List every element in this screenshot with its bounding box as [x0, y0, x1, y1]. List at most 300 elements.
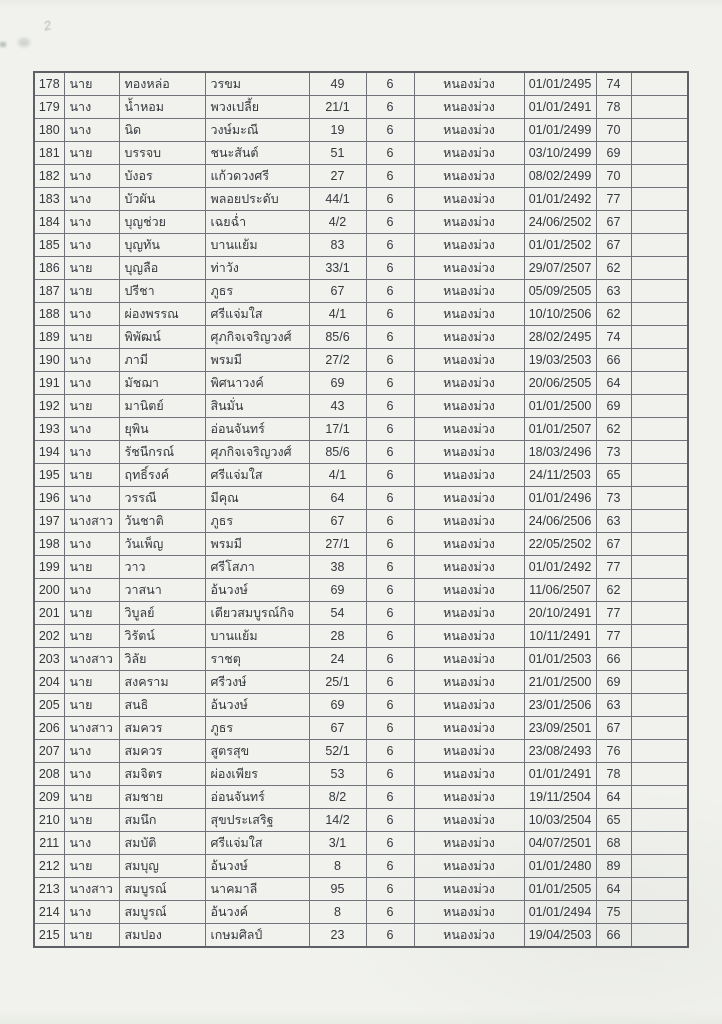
cell-subdistrict: หนองม่วง: [414, 441, 524, 464]
table-row: [34, 326, 688, 349]
cell-village-number: 6: [366, 671, 414, 694]
cell-row-number: 194: [34, 441, 64, 464]
table-row: [34, 855, 688, 878]
cell-birth-date: 01/01/2496: [524, 487, 596, 510]
cell-birth-date: 01/01/2495: [524, 72, 596, 96]
cell-subdistrict: หนองม่วง: [414, 533, 524, 556]
cell-house-number: 27: [309, 165, 366, 188]
cell-birth-date: 01/01/2507: [524, 418, 596, 441]
cell-title: นาง: [64, 234, 119, 257]
cell-blank: [631, 878, 688, 901]
cell-subdistrict: หนองม่วง: [414, 809, 524, 832]
cell-birth-date: 22/05/2502: [524, 533, 596, 556]
cell-birth-date: 29/07/2507: [524, 257, 596, 280]
cell-subdistrict: หนองม่วง: [414, 372, 524, 395]
cell-first-name: วิบูลย์: [119, 602, 205, 625]
cell-title: นาย: [64, 72, 119, 96]
cell-first-name: สมจิตร: [119, 763, 205, 786]
table-row: [34, 671, 688, 694]
cell-birth-date: 01/01/2492: [524, 556, 596, 579]
cell-last-name: สูตรสุข: [205, 740, 309, 763]
cell-title: นาย: [64, 602, 119, 625]
cell-house-number: 85/6: [309, 326, 366, 349]
cell-last-name: ศรีแจ่มใส: [205, 464, 309, 487]
cell-row-number: 202: [34, 625, 64, 648]
cell-last-name: สินมั่น: [205, 395, 309, 418]
cell-title: นาง: [64, 188, 119, 211]
cell-first-name: บุญช่วย: [119, 211, 205, 234]
cell-title: นาย: [64, 924, 119, 948]
cell-house-number: 51: [309, 142, 366, 165]
cell-title: นาง: [64, 165, 119, 188]
cell-subdistrict: หนองม่วง: [414, 878, 524, 901]
cell-row-number: 192: [34, 395, 64, 418]
cell-birth-date: 01/01/2502: [524, 234, 596, 257]
cell-village-number: 6: [366, 510, 414, 533]
cell-village-number: 6: [366, 878, 414, 901]
cell-first-name: สมปอง: [119, 924, 205, 948]
cell-first-name: วิรัตน์: [119, 625, 205, 648]
cell-subdistrict: หนองม่วง: [414, 487, 524, 510]
table-row: [34, 602, 688, 625]
cell-birth-date: 23/09/2501: [524, 717, 596, 740]
cell-blank: [631, 648, 688, 671]
cell-village-number: 6: [366, 648, 414, 671]
cell-village-number: 6: [366, 234, 414, 257]
cell-house-number: 52/1: [309, 740, 366, 763]
cell-age: 62: [596, 418, 631, 441]
cell-row-number: 208: [34, 763, 64, 786]
cell-last-name: ภูธร: [205, 280, 309, 303]
cell-birth-date: 28/02/2495: [524, 326, 596, 349]
cell-house-number: 4/1: [309, 464, 366, 487]
table-row: [34, 648, 688, 671]
cell-row-number: 214: [34, 901, 64, 924]
cell-blank: [631, 464, 688, 487]
cell-last-name: พรมมี: [205, 349, 309, 372]
cell-age: 73: [596, 441, 631, 464]
cell-first-name: สนธิ: [119, 694, 205, 717]
cell-age: 74: [596, 72, 631, 96]
table-row: [34, 832, 688, 855]
cell-last-name: อ้นวงษ์: [205, 694, 309, 717]
cell-row-number: 184: [34, 211, 64, 234]
cell-age: 89: [596, 855, 631, 878]
cell-village-number: 6: [366, 855, 414, 878]
cell-last-name: เกษมศิลป์: [205, 924, 309, 948]
cell-subdistrict: หนองม่วง: [414, 72, 524, 96]
cell-first-name: วาว: [119, 556, 205, 579]
table-row: [34, 395, 688, 418]
table-row: [34, 96, 688, 119]
cell-house-number: 4/2: [309, 211, 366, 234]
cell-last-name: ราชตุ: [205, 648, 309, 671]
cell-last-name: ศรีโสภา: [205, 556, 309, 579]
cell-age: 77: [596, 556, 631, 579]
cell-blank: [631, 625, 688, 648]
cell-house-number: 24: [309, 648, 366, 671]
cell-birth-date: 01/01/2480: [524, 855, 596, 878]
cell-subdistrict: หนองม่วง: [414, 786, 524, 809]
cell-row-number: 211: [34, 832, 64, 855]
table-row: [34, 487, 688, 510]
cell-row-number: 209: [34, 786, 64, 809]
cell-row-number: 198: [34, 533, 64, 556]
cell-village-number: 6: [366, 740, 414, 763]
table-row: [34, 72, 688, 96]
cell-first-name: นิด: [119, 119, 205, 142]
cell-blank: [631, 924, 688, 948]
cell-village-number: 6: [366, 211, 414, 234]
cell-last-name: ศุภกิจเจริญวงศ์: [205, 326, 309, 349]
cell-subdistrict: หนองม่วง: [414, 579, 524, 602]
cell-blank: [631, 487, 688, 510]
cell-house-number: 3/1: [309, 832, 366, 855]
cell-age: 69: [596, 142, 631, 165]
cell-title: นาย: [64, 326, 119, 349]
cell-blank: [631, 119, 688, 142]
cell-village-number: 6: [366, 395, 414, 418]
cell-row-number: 187: [34, 280, 64, 303]
people-table-body: [34, 72, 688, 947]
cell-title: นาง: [64, 441, 119, 464]
cell-house-number: 85/6: [309, 441, 366, 464]
cell-village-number: 6: [366, 165, 414, 188]
cell-blank: [631, 510, 688, 533]
cell-first-name: วันชาติ: [119, 510, 205, 533]
cell-title: นาง: [64, 901, 119, 924]
cell-last-name: ศรีแจ่มใส: [205, 303, 309, 326]
cell-subdistrict: หนองม่วง: [414, 303, 524, 326]
cell-age: 69: [596, 395, 631, 418]
table-row: [34, 809, 688, 832]
cell-birth-date: 01/01/2500: [524, 395, 596, 418]
cell-age: 63: [596, 280, 631, 303]
cell-subdistrict: หนองม่วง: [414, 901, 524, 924]
cell-blank: [631, 602, 688, 625]
cell-title: นาย: [64, 395, 119, 418]
cell-village-number: 6: [366, 464, 414, 487]
cell-birth-date: 23/01/2506: [524, 694, 596, 717]
cell-birth-date: 19/04/2503: [524, 924, 596, 948]
cell-row-number: 185: [34, 234, 64, 257]
cell-subdistrict: หนองม่วง: [414, 119, 524, 142]
cell-last-name: พลอยประดับ: [205, 188, 309, 211]
table-row: [34, 556, 688, 579]
cell-first-name: สมควร: [119, 717, 205, 740]
cell-row-number: 215: [34, 924, 64, 948]
cell-blank: [631, 809, 688, 832]
cell-first-name: ยุพิน: [119, 418, 205, 441]
cell-house-number: 19: [309, 119, 366, 142]
cell-birth-date: 18/03/2496: [524, 441, 596, 464]
cell-first-name: สมควร: [119, 740, 205, 763]
cell-title: นาย: [64, 464, 119, 487]
cell-row-number: 213: [34, 878, 64, 901]
cell-birth-date: 24/06/2502: [524, 211, 596, 234]
cell-last-name: พิศนาวงค์: [205, 372, 309, 395]
table-row: [34, 763, 688, 786]
cell-title: นาง: [64, 487, 119, 510]
cell-last-name: พรมมี: [205, 533, 309, 556]
cell-subdistrict: หนองม่วง: [414, 671, 524, 694]
cell-row-number: 195: [34, 464, 64, 487]
cell-age: 73: [596, 487, 631, 510]
table-row: [34, 257, 688, 280]
cell-first-name: รัชนีกรณ์: [119, 441, 205, 464]
cell-row-number: 191: [34, 372, 64, 395]
cell-last-name: พวงเปลี้ย: [205, 96, 309, 119]
cell-house-number: 95: [309, 878, 366, 901]
cell-age: 74: [596, 326, 631, 349]
cell-village-number: 6: [366, 441, 414, 464]
cell-title: นาง: [64, 740, 119, 763]
cell-birth-date: 20/06/2505: [524, 372, 596, 395]
cell-subdistrict: หนองม่วง: [414, 740, 524, 763]
cell-title: นาง: [64, 119, 119, 142]
cell-age: 64: [596, 878, 631, 901]
cell-subdistrict: หนองม่วง: [414, 349, 524, 372]
cell-village-number: 6: [366, 832, 414, 855]
table-row: [34, 372, 688, 395]
cell-blank: [631, 717, 688, 740]
cell-village-number: 6: [366, 188, 414, 211]
cell-age: 62: [596, 579, 631, 602]
cell-birth-date: 01/01/2491: [524, 763, 596, 786]
cell-village-number: 6: [366, 533, 414, 556]
table-row: [34, 510, 688, 533]
cell-house-number: 17/1: [309, 418, 366, 441]
cell-age: 75: [596, 901, 631, 924]
cell-blank: [631, 740, 688, 763]
cell-row-number: 200: [34, 579, 64, 602]
table-row: [34, 878, 688, 901]
cell-house-number: 25/1: [309, 671, 366, 694]
cell-house-number: 27/2: [309, 349, 366, 372]
cell-house-number: 8: [309, 855, 366, 878]
cell-last-name: อ่อนจันทร์: [205, 786, 309, 809]
cell-birth-date: 03/10/2499: [524, 142, 596, 165]
cell-blank: [631, 832, 688, 855]
cell-last-name: ภูธร: [205, 717, 309, 740]
cell-blank: [631, 349, 688, 372]
table-row: [34, 349, 688, 372]
cell-subdistrict: หนองม่วง: [414, 142, 524, 165]
table-row: [34, 280, 688, 303]
cell-subdistrict: หนองม่วง: [414, 165, 524, 188]
cell-blank: [631, 303, 688, 326]
table-row: [34, 625, 688, 648]
cell-village-number: 6: [366, 96, 414, 119]
cell-row-number: 203: [34, 648, 64, 671]
cell-row-number: 190: [34, 349, 64, 372]
cell-row-number: 188: [34, 303, 64, 326]
cell-birth-date: 10/03/2504: [524, 809, 596, 832]
cell-blank: [631, 72, 688, 96]
cell-subdistrict: หนองม่วง: [414, 326, 524, 349]
cell-birth-date: 01/01/2492: [524, 188, 596, 211]
cell-blank: [631, 579, 688, 602]
cell-age: 63: [596, 694, 631, 717]
cell-house-number: 54: [309, 602, 366, 625]
scan-artifact-edge-dot: [0, 42, 6, 47]
cell-row-number: 179: [34, 96, 64, 119]
cell-age: 66: [596, 648, 631, 671]
cell-subdistrict: หนองม่วง: [414, 763, 524, 786]
table-row: [34, 418, 688, 441]
cell-blank: [631, 96, 688, 119]
cell-age: 68: [596, 832, 631, 855]
cell-title: นาย: [64, 556, 119, 579]
cell-house-number: 69: [309, 694, 366, 717]
cell-age: 76: [596, 740, 631, 763]
cell-house-number: 14/2: [309, 809, 366, 832]
cell-house-number: 28: [309, 625, 366, 648]
cell-age: 77: [596, 602, 631, 625]
cell-birth-date: 01/01/2491: [524, 96, 596, 119]
cell-blank: [631, 280, 688, 303]
cell-village-number: 6: [366, 119, 414, 142]
cell-first-name: บรรจบ: [119, 142, 205, 165]
cell-subdistrict: หนองม่วง: [414, 234, 524, 257]
cell-first-name: วิลัย: [119, 648, 205, 671]
cell-first-name: ผ่องพรรณ: [119, 303, 205, 326]
cell-village-number: 6: [366, 901, 414, 924]
cell-village-number: 6: [366, 487, 414, 510]
cell-first-name: วันเพ็ญ: [119, 533, 205, 556]
cell-house-number: 69: [309, 579, 366, 602]
table-row: [34, 694, 688, 717]
table-row: [34, 464, 688, 487]
cell-birth-date: 21/01/2500: [524, 671, 596, 694]
cell-village-number: 6: [366, 326, 414, 349]
cell-first-name: สมชาย: [119, 786, 205, 809]
cell-blank: [631, 556, 688, 579]
cell-title: นาย: [64, 257, 119, 280]
cell-first-name: ทองหล่อ: [119, 72, 205, 96]
cell-age: 67: [596, 717, 631, 740]
cell-house-number: 83: [309, 234, 366, 257]
table-row: [34, 188, 688, 211]
cell-first-name: สมบูรณ์: [119, 878, 205, 901]
cell-last-name: ศุภกิจเจริญวงศ์: [205, 441, 309, 464]
cell-row-number: 193: [34, 418, 64, 441]
cell-age: 67: [596, 211, 631, 234]
cell-age: 62: [596, 257, 631, 280]
table-row: [34, 119, 688, 142]
cell-age: 67: [596, 234, 631, 257]
cell-village-number: 6: [366, 556, 414, 579]
cell-title: นาง: [64, 349, 119, 372]
cell-blank: [631, 326, 688, 349]
cell-village-number: 6: [366, 625, 414, 648]
cell-title: นาย: [64, 280, 119, 303]
cell-title: นางสาว: [64, 878, 119, 901]
cell-title: นาง: [64, 96, 119, 119]
cell-last-name: ผ่องเพียร: [205, 763, 309, 786]
cell-row-number: 204: [34, 671, 64, 694]
cell-age: 77: [596, 188, 631, 211]
cell-last-name: มีคุณ: [205, 487, 309, 510]
cell-first-name: ภามี: [119, 349, 205, 372]
cell-row-number: 183: [34, 188, 64, 211]
cell-title: นาง: [64, 372, 119, 395]
cell-row-number: 206: [34, 717, 64, 740]
cell-age: 78: [596, 96, 631, 119]
cell-blank: [631, 763, 688, 786]
cell-subdistrict: หนองม่วง: [414, 395, 524, 418]
cell-age: 77: [596, 625, 631, 648]
cell-age: 66: [596, 349, 631, 372]
cell-subdistrict: หนองม่วง: [414, 556, 524, 579]
scan-artifact-smudge: [18, 38, 30, 47]
cell-house-number: 33/1: [309, 257, 366, 280]
cell-subdistrict: หนองม่วง: [414, 694, 524, 717]
cell-village-number: 6: [366, 280, 414, 303]
cell-village-number: 6: [366, 372, 414, 395]
cell-blank: [631, 694, 688, 717]
cell-age: 69: [596, 671, 631, 694]
cell-last-name: อ่อนจันทร์: [205, 418, 309, 441]
cell-village-number: 6: [366, 809, 414, 832]
cell-house-number: 23: [309, 924, 366, 948]
cell-first-name: บุญทัน: [119, 234, 205, 257]
cell-title: นางสาว: [64, 648, 119, 671]
cell-house-number: 21/1: [309, 96, 366, 119]
table-row: [34, 165, 688, 188]
cell-title: นาง: [64, 763, 119, 786]
cell-subdistrict: หนองม่วง: [414, 280, 524, 303]
cell-blank: [631, 395, 688, 418]
cell-row-number: 210: [34, 809, 64, 832]
cell-first-name: วาสนา: [119, 579, 205, 602]
cell-first-name: บัวผัน: [119, 188, 205, 211]
cell-age: 64: [596, 786, 631, 809]
cell-first-name: น้ำหอม: [119, 96, 205, 119]
cell-first-name: สมบุญ: [119, 855, 205, 878]
cell-title: นาย: [64, 786, 119, 809]
scan-artifact-mark: 2: [43, 17, 52, 34]
cell-house-number: 4/1: [309, 303, 366, 326]
cell-blank: [631, 786, 688, 809]
cell-last-name: ศรีวงษ์: [205, 671, 309, 694]
table-row: [34, 533, 688, 556]
cell-last-name: บานแย้ม: [205, 625, 309, 648]
cell-last-name: อ้นวงค์: [205, 901, 309, 924]
cell-village-number: 6: [366, 602, 414, 625]
cell-title: นาย: [64, 694, 119, 717]
cell-subdistrict: หนองม่วง: [414, 211, 524, 234]
cell-first-name: บังอร: [119, 165, 205, 188]
cell-house-number: 69: [309, 372, 366, 395]
cell-first-name: สงคราม: [119, 671, 205, 694]
cell-title: นาง: [64, 579, 119, 602]
cell-last-name: อ้นวงษ์: [205, 579, 309, 602]
cell-last-name: ภูธร: [205, 510, 309, 533]
cell-village-number: 6: [366, 717, 414, 740]
cell-last-name: วรขม: [205, 72, 309, 96]
cell-village-number: 6: [366, 924, 414, 948]
cell-birth-date: 08/02/2499: [524, 165, 596, 188]
cell-blank: [631, 165, 688, 188]
cell-title: นาย: [64, 855, 119, 878]
cell-blank: [631, 855, 688, 878]
cell-row-number: 207: [34, 740, 64, 763]
table-row: [34, 234, 688, 257]
cell-title: นาง: [64, 418, 119, 441]
cell-first-name: วรรณี: [119, 487, 205, 510]
cell-blank: [631, 901, 688, 924]
